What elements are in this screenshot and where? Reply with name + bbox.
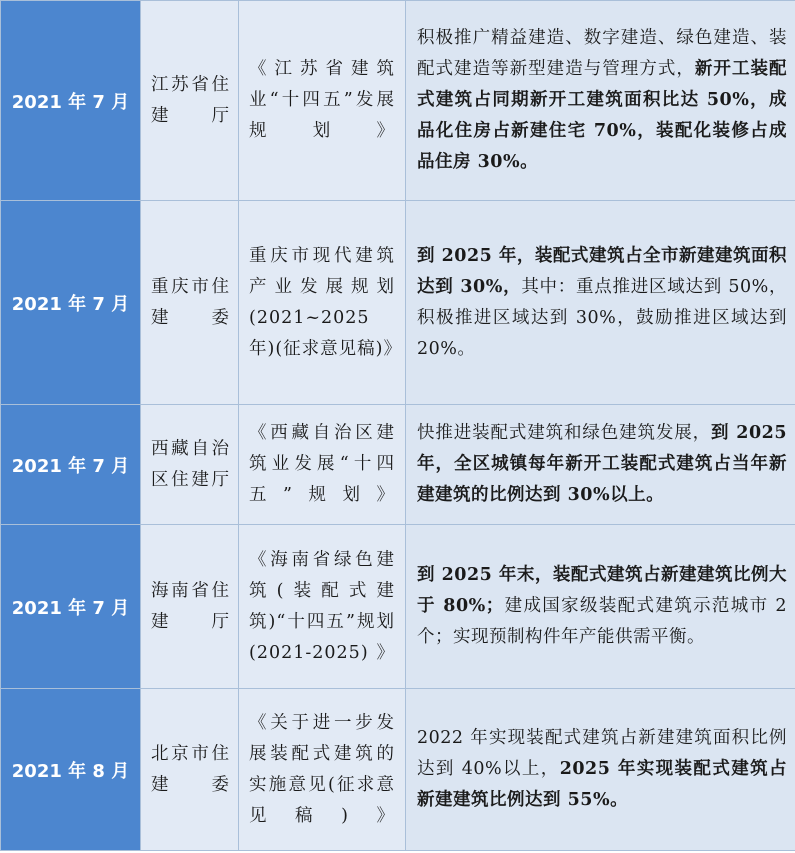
description-highlight: 到 2025 年，全区城镇每年新开工装配式建筑占当年新建建筑的比例达到 30%以上。 — [417, 423, 787, 505]
row-org: 江苏省住建厅 — [141, 1, 239, 201]
table-row — [1, 1, 795, 201]
row-document: 《江苏省建筑业“十四五”发展规划》 — [239, 1, 406, 201]
row-date: 2021 年 8 月 — [1, 689, 141, 851]
row-org: 海南省住建厅 — [141, 525, 239, 689]
row-org: 北京市住建委 — [141, 689, 239, 851]
description-segment: 2022 年实现装配式建筑占新建建筑面积比例达到 40%以上， — [417, 728, 787, 779]
table-row — [1, 405, 795, 525]
description-segment: 其中：重点推进区域达到 50%，积极推进区域达到 30%，鼓励推进区域达到 20%。 — [417, 276, 787, 359]
description-segment: 积极推广精益建造、数字建造、绿色建造、装配式建造等新型建造与管理方式， — [417, 28, 787, 79]
description-segment: 快推进装配式建筑和绿色建筑发展， — [417, 423, 711, 443]
row-org: 重庆市住建委 — [141, 201, 239, 405]
row-org: 西藏自治区住建厅 — [141, 405, 239, 525]
row-date: 2021 年 7 月 — [1, 405, 141, 525]
description-highlight: 新开工装配式建筑占同期新开工建筑面积比达 50%，成品化住房占新建住宅 70%，装配化装修占成品住房 30%。 — [417, 59, 788, 172]
row-description — [406, 201, 795, 405]
row-document: 重庆市现代建筑产业发展规划(2021~2025年)(征求意见稿)》 — [239, 201, 406, 405]
row-date: 2021 年 7 月 — [1, 1, 141, 201]
description-segment: 建成国家级装配式建筑示范城市 2 个；实现预制构件年产能供需平衡。 — [417, 596, 787, 647]
row-description — [406, 525, 795, 689]
row-document: 《关于进一步发展装配式建筑的实施意见(征求意见稿)》 — [239, 689, 406, 851]
description-highlight: 到 2025 年，装配式建筑占全市新建建筑面积达到 30%， — [417, 245, 787, 297]
row-document: 《海南省绿色建筑(装配式建筑)“十四五”规划(2021-2025)》 — [239, 525, 406, 689]
table-row — [1, 689, 795, 851]
description-highlight: 到 2025 年末，装配式建筑占新建建筑比例大于 80%； — [417, 565, 787, 616]
row-date: 2021 年 7 月 — [1, 525, 141, 689]
row-description — [406, 689, 795, 851]
row-description — [406, 1, 795, 201]
row-date: 2021 年 7 月 — [1, 201, 141, 405]
row-document: 《西藏自治区建筑业发展“十四五”规划》 — [239, 405, 406, 525]
row-description — [406, 405, 795, 525]
table-row — [1, 525, 795, 689]
table-row — [1, 201, 795, 405]
description-highlight: 2025 年实现装配式建筑占新建建筑比例达到 55%。 — [417, 759, 787, 810]
